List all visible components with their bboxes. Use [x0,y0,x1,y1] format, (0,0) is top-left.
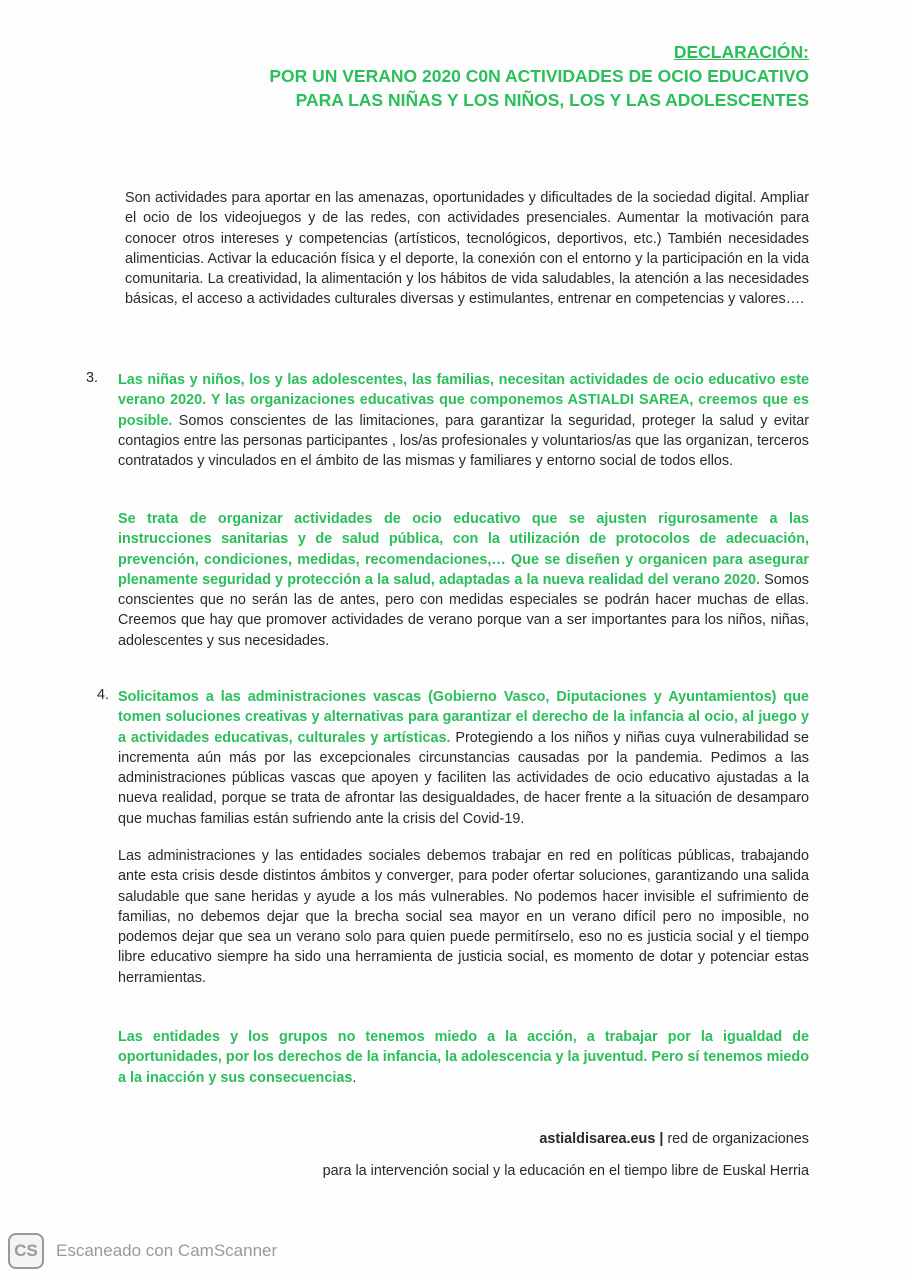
intro-paragraph: Son actividades para aportar en las amenazas, oportunidades y dificultades de la sociedad digital. Ampliar el ocio de los videojuegos y de las redes, con actividades presenciales. Aumentar la motivación para conocer otros intereses y competencias (artísticos, tecnológicos, deportivos, etc.) También necesidades alimenticias. Activar la educación física y el deporte, la conexión con el entorno y la participación en la vida comunitaria. La creatividad, la alimentación y los hábitos de vida saludables, la atención a las necesidades básicas, el acceso a actividades culturales diversas y estimulantes, entrenar en competencias y valores…. [125,190,809,308]
camscanner-watermark [8,1233,277,1269]
section-3-p2-highlight: Se trata de organizar actividades de ocio educativo que se ajusten rigurosamente a las instrucciones sanitarias y de salud pública, con la utilización de protocolos de adecuación, prevención, condiciones, medidas, recomendaciones,… Que se diseñen y organicen para asegurar plenamente seguridad y protección a la salud, adaptadas a la nueva realidad del verano 2020. [118,511,809,588]
section-3-paragraph-1 [118,370,809,471]
section-3-highlight: Las niñas y niños, los y las adolescentes, las familias, necesitan actividades de ocio educativo este verano 2020. Y las organizaciones educativas que componemos ASTIALDI SAREA, creemos que es posible. [118,372,809,429]
header-subtitle-2: PARA LAS NIÑAS Y LOS NIÑOS, LOS Y LAS ADOLESCENTES [295,90,809,110]
signature-separator: | [655,1131,664,1147]
website-link[interactable]: astialdisarea.eus [539,1131,656,1147]
section-3-text: Somos conscientes de las limitaciones, para garantizar la seguridad, proteger la salud y evitar contagios entre las personas participantes , los/as profesionales y voluntarios/as que las organizan, terceros contratados y vinculados en el ámbito de las mismas y familiares y entorno social de todos ellos. [118,412,809,470]
section-4-text: Protegiendo a los niños y niñas cuya vulnerabilidad se incrementa aún más por las excepcionales circunstancias causadas por la pandemia. Pedimos a las administraciones públicas vascas que apoyen y faciliten las actividades de ocio educativo ajustadas a la nueva realidad, porque se trata de afrontar las desigualdades, de hacer frente a la situación de desamparo que muchas familias están sufriendo ante la crisis del Covid-19. [118,729,809,827]
declaration-header [269,40,809,112]
section-3-paragraph-2 [118,509,809,651]
closing-statement [118,1027,809,1088]
section-3-number: 3. [86,370,99,386]
section-4-highlight: Solicitamos a las administraciones vascas (Gobierno Vasco, Diputaciones y Ayuntamientos) que tomen soluciones creativas y alternativas para garantizar el derecho de la infancia al ocio, al juego y a actividades educativas, culturales y artísticas. [118,689,809,746]
signature-line-2: para la intervención social y la educación en el tiempo libre de Euskal Herria [322,1163,809,1179]
section-4-paragraph-1 [118,687,809,829]
closing-highlight: Las entidades y los grupos no tenemos miedo a la acción, a trabajar por la igualdad de oportunidades, por los derechos de la infancia, la adolescencia y la juventud. Pero sí tenemos miedo a la inacción y sus consecuencias [118,1029,809,1086]
signature-line-1 [539,1131,809,1147]
header-title: DECLARACIÓN: [673,42,809,62]
section-4-paragraph-2: Las administraciones y las entidades sociales debemos trabajar en red en políticas públicas, trabajando ante esta crisis desde distintos ámbitos y converger, para poder ofertar soluciones, garantizando una salida saludable que sane heridas y ayude a los más vulnerables. No podemos hacer invisible el sufrimiento de familias, no debemos dejar que la brecha social sea mayor en un verano difícil pero no imposible, no podemos dejar que sea un verano solo para quien puede permitírselo, eso no es justicia social y el tiempo libre educativo siempre ha sido una herramienta de justicia social, es momento de dotar y potenciar estas herramientas. [118,848,809,986]
section-3-p2-text: Somos conscientes que no serán las de antes, pero con medidas especiales se podrán hacer muchas de ellas. Creemos que hay que promover actividades de verano porque van a ser importantes para los niños, niñas, adolescentes y sus necesidades. [118,571,809,649]
camscanner-logo-icon: CS [8,1233,44,1269]
section-4-number: 4. [97,687,110,703]
closing-dot: . [352,1069,357,1086]
header-subtitle-1: POR UN VERANO 2020 C0N ACTIVIDADES DE OCIO EDUCATIVO [269,66,809,86]
camscanner-text: Escaneado con CamScanner [56,1241,278,1260]
signature-org-type: red de organizaciones [663,1131,809,1147]
